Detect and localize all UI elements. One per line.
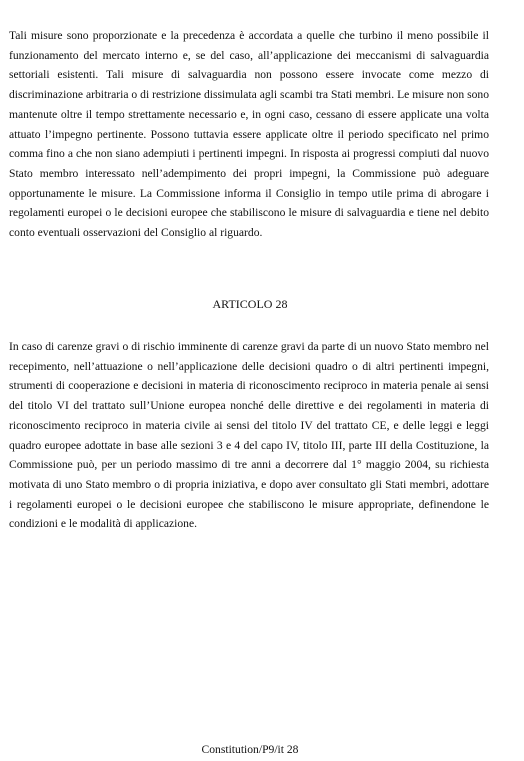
page-footer: Constitution/P9/it 28 xyxy=(201,743,299,756)
body-paragraph-2: In caso di carenze gravi o di rischio imminente di carenze gravi da parte di un nuovo Stato membro nel recepimento, nell’attuazione o nell’applicazione delle decisioni quadro o di altri pertinenti impegni, strumenti di cooperazione e decisioni in materia di riconoscimento reciproco in materia penale ai sensi del titolo VI del trattato sull’Unione europea nonché delle direttive e dei regolamenti in materia di riconoscimento reciproco in materia civile ai sensi del titolo IV del trattato CE, e delle leggi e leggi quadro europee adottate in base alle sezioni 3 e 4 del capo IV, titolo III, parte III della Costituzione, la Commissione può, per un periodo massimo di tre anni a decorrere dal 1° maggio 2004, su richiesta motivata di uno Stato membro o di propria iniziativa, e dopo aver consultato gli Stati membri, adottare i regolamenti europei o le decisioni europee che stabiliscono le misure appropriate, definendone le condizioni e le modalità di applicazione. xyxy=(9,340,489,531)
body-paragraph-1: Tali misure sono proporzionate e la precedenza è accordata a quelle che turbino il meno possibile il funzionamento del mercato interno e, se del caso, all’applicazione dei meccanismi di salvaguardia settoriali esistenti. Tali misure di salvaguardia non possono essere invocate come mezzo di discriminazione arbitraria o di restrizione dissimulata agli scambi tra Stati membri. Le misure non sono mantenute oltre il tempo strettamente necessario e, in ogni caso, cessano di essere applicate una volta attuato l’impegno pertinente. Possono tuttavia essere applicate oltre il periodo specificato nel primo comma fino a che non siano adempiuti i pertinenti impegni. In risposta ai progressi compiuti dal nuovo Stato membro interessato nell’adempimento dei propri impegni, la Commissione può adeguare opportunamente le misure. La Commissione informa il Consiglio in tempo utile prima di abrogare i regolamenti europei o le decisioni europee che stabiliscono le misure di salvaguardia e tiene nel debito conto eventuali osservazioni del Consiglio al riguardo. xyxy=(9,29,489,240)
article-heading: ARTICOLO 28 xyxy=(212,297,288,311)
